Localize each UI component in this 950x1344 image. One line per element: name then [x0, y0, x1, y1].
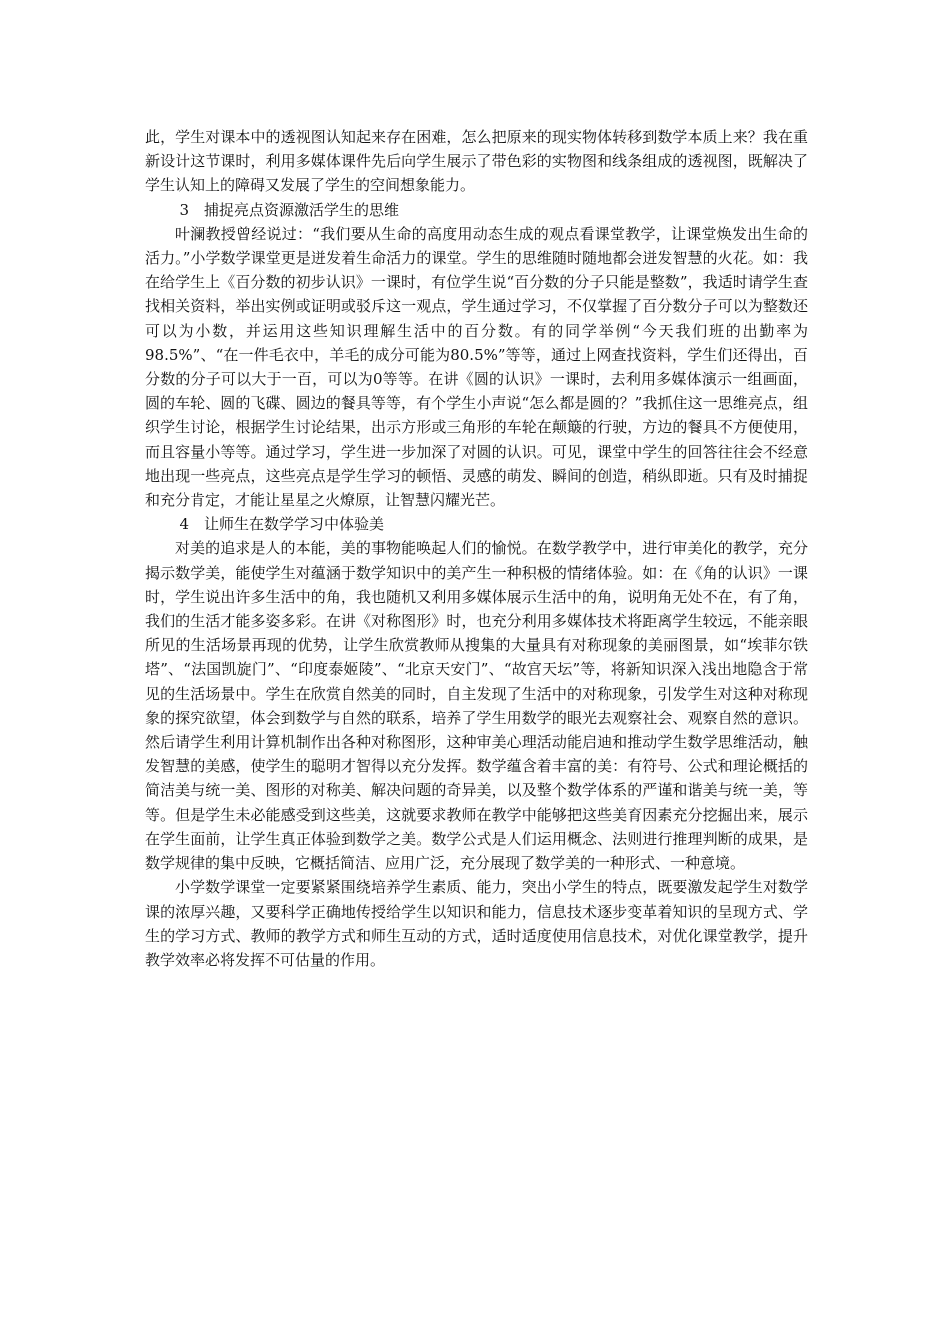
document-page [145, 125, 808, 972]
paragraph-section-3: 叶澜教授曾经说过：“我们要从生命的高度用动态生成的观点看课堂教学，让课堂焕发出生命的活力。”小学数学课堂更是迸发着生命活力的课堂。学生的思维随时随地都会迸发智慧的火花。如：我在给学生上《百分数的初步认识》一课时，有位学生说“百分数的分子只能是整数”，我适时请学生查找相关资料，举出实例或证明或驳斥这一观点，学生通过学习，不仅掌握了百分数分子可以为整数还可以为小数，并运用这些知识理解生活中的百分数。有的同学举例“今天我们班的出勤率为98.5%”、“在一件毛衣中，羊毛的成分可能为80.5%”等等，通过上网查找资料，学生们还得出，百分数的分子可以大于一百，可以为0等等。在讲《圆的认识》一课时，去利用多媒体演示一组画面，圆的车轮、圆的飞碟、圆边的餐具等等，有个学生小声说“怎么都是圆的？”我抓住这一思维亮点，组织学生讨论，根据学生讨论结果，出示方形或三角形的车轮在颠簸的行驶，方边的餐具不方便使用，而且容量小等等。通过学习，学生进一步加深了对圆的认识。可见，课堂中学生的回答往往会不经意地出现一些亮点，这些亮点是学生学习的顿悟、灵感的萌发、瞬间的创造，稍纵即逝。只有及时捕捉和充分肯定，才能让星星之火燎原，让智慧闪耀光芒。 [145, 224, 808, 510]
paragraph-continued: 此，学生对课本中的透视图认知起来存在困难，怎么把原来的现实物体转移到数学本质上来？我在重新设计这节课时，利用多媒体课件先后向学生展示了带色彩的实物图和线条组成的透视图，既解决了学生认知上的障碍又发展了学生的空间想象能力。 [145, 128, 808, 195]
section-heading-4: 4 让师生在数学学习中体验美 [179, 515, 385, 534]
paragraph-conclusion: 小学数学课堂一定要紧紧围绕培养学生素质、能力，突出小学生的特点，既要激发起学生对数学课的浓厚兴趣，又要科学正确地传授给学生以知识和能力，信息技术逐步变革着知识的呈现方式、学生的学习方式、教师的教学方式和师生互动的方式，适时适度使用信息技术，对优化课堂教学，提升教学效率必将发挥不可估量的作用。 [145, 878, 808, 969]
paragraph-section-4: 对美的追求是人的本能，美的事物能唤起人们的愉悦。在数学教学中，进行审美化的教学，充分揭示数学美，能使学生对蕴涵于数学知识中的美产生一种积极的情绪体验。如：在《角的认识》一课时，学生说出许多生活中的角，我也随机又利用多媒体展示生活中的角，说明角无处不在，有了角，我们的生活才能多姿多彩。在讲《对称图形》时，也充分利用多媒体技术将距离学生较远，不能亲眼所见的生活场景再现的优势，让学生欣赏教师从搜集的大量具有对称现象的美丽图景，如“埃菲尔铁塔”、“法国凯旋门”、“印度泰姬陵”、“北京天安门”、“故宫天坛”等，将新知识深入浅出地隐含于常见的生活场景中。学生在欣赏自然美的同时，自主发现了生活中的对称现象，引发学生对这种对称现象的探究欲望，体会到数学与自然的联系，培养了学生用数学的眼光去观察社会、观察自然的意识。然后请学生利用计算机制作出各种对称图形，这种审美心理活动能启迪和推动学生数学思维活动，触发智慧的美感，使学生的聪明才智得以充分发挥。数学蕴含着丰富的美：有符号、公式和理论概括的简洁美与统一美、图形的对称美、解决问题的奇异美，以及整个数学体系的严谨和谐美与统一美，等等。但是学生未必能感受到这些美，这就要求教师在教学中能够把这些美育因素充分挖掘出来，展示在学生面前，让学生真正体验到数学之美。数学公式是人们运用概念、法则进行推理判断的成果，是数学规律的集中反映，它概括简洁、应用广泛，充分展现了数学美的一种形式、一种意境。 [145, 539, 808, 873]
section-heading-3: 3 捕捉亮点资源激活学生的思维 [179, 200, 400, 219]
